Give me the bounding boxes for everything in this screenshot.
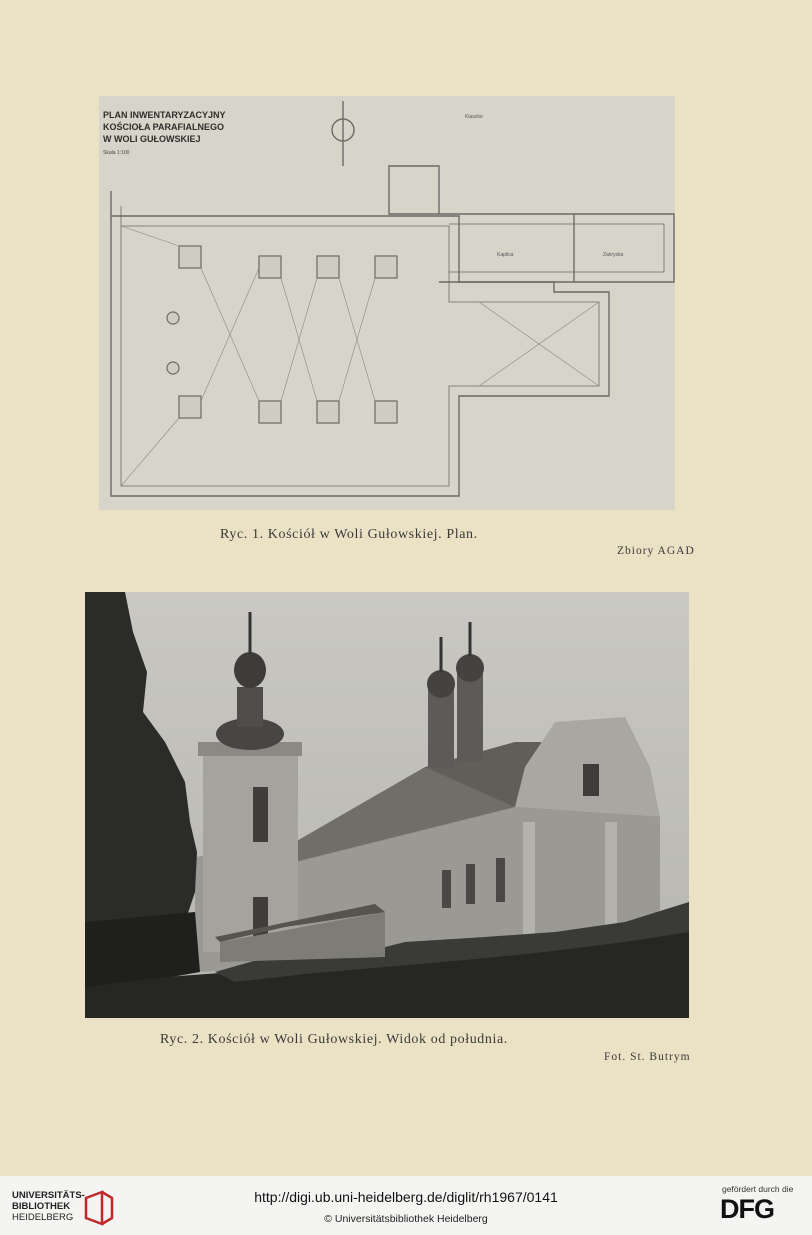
plan-label-zakrystia: Zakrystia: [603, 252, 624, 258]
plan-title-line-2: KOŚCIOŁA PARAFIALNEGO: [103, 122, 224, 132]
plan-scale: Skala 1:100: [103, 150, 130, 156]
figure-2-credit: Fot. St. Butrym: [604, 1051, 691, 1063]
plan-label-klasztor: Klasztor: [465, 114, 484, 120]
church-photograph: [85, 592, 689, 1018]
plan-title-line-3: W WOLI GUŁOWSKIEJ: [103, 134, 201, 144]
plan-title-line-1: PLAN INWENTARYZACYJNY: [103, 110, 226, 120]
library-name-line-2: BIBLIOTHEK: [12, 1201, 71, 1212]
plan-label-kaplica: Kaplica: [497, 252, 514, 258]
digitization-footer: [0, 1176, 812, 1235]
floor-plan-drawing: [99, 96, 675, 510]
dfg-logo-text: DFG: [720, 1194, 774, 1224]
floor-plan-image: [99, 96, 675, 510]
library-name-line-1: UNIVERSITÄTS-: [12, 1190, 85, 1201]
library-name-line-3: HEIDELBERG: [12, 1212, 74, 1223]
church-photo-drawing: [85, 592, 689, 1018]
permalink-url[interactable]: http://digi.ub.uni-heidelberg.de/diglit/rh1967/0141: [254, 1189, 558, 1205]
figure-1-caption: Ryc. 1. Kościół w Woli Gułowskiej. Plan.: [220, 527, 478, 542]
figure-2-caption: Ryc. 2. Kościół w Woli Gułowskiej. Widok od południa.: [160, 1032, 508, 1047]
dfg-funder-logo[interactable]: [720, 1184, 804, 1224]
figure-1-credit: Zbiory AGAD: [617, 545, 695, 557]
funder-label: gefördert durch die: [722, 1184, 794, 1194]
copyright-notice: © Universitätsbibliothek Heidelberg: [324, 1213, 488, 1225]
